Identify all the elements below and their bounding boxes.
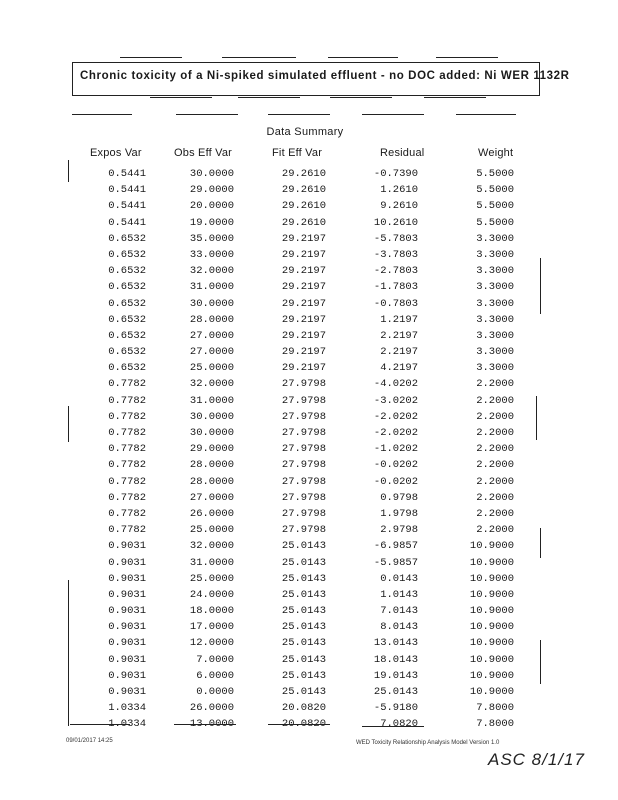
expos-var-cell: 0.9031 <box>108 653 146 666</box>
table-row <box>0 684 618 700</box>
weight-cell: 3.3000 <box>476 265 514 278</box>
weight-cell: 2.2000 <box>476 394 514 407</box>
handwritten-initials: ASC 8/1/17 <box>488 750 585 769</box>
residual-cell: -2.0202 <box>373 427 418 439</box>
residual-cell: 25.0143 <box>373 686 418 698</box>
expos-var-cell: 0.6532 <box>108 313 146 326</box>
obs-eff-var-cell: 30.0000 <box>189 427 234 439</box>
table-row <box>0 393 618 409</box>
table-row <box>0 376 618 392</box>
fit-eff-var-cell: 27.9798 <box>281 507 326 520</box>
table-row <box>0 328 618 344</box>
expos-var-cell: 0.7782 <box>108 394 146 407</box>
weight-cell: 10.9000 <box>469 556 514 569</box>
obs-eff-var-cell: 32.0000 <box>189 378 234 391</box>
expos-var-cell: 0.9031 <box>108 686 146 698</box>
expos-var-cell: 0.6532 <box>108 362 146 375</box>
fit-eff-var-cell: 25.0143 <box>281 621 326 634</box>
expos-var-cell: 0.7782 <box>108 378 146 391</box>
table-row <box>0 506 618 522</box>
obs-eff-var-cell: 31.0000 <box>189 281 234 294</box>
expos-var-cell: 0.9031 <box>108 669 146 682</box>
obs-eff-var-cell: 17.0000 <box>189 621 234 634</box>
expos-var-cell: 0.9031 <box>108 605 146 618</box>
weight-cell: 3.3000 <box>476 313 514 326</box>
expos-var-cell: 0.7782 <box>108 491 146 504</box>
under-title-rule <box>424 97 486 98</box>
obs-eff-var-cell: 12.0000 <box>189 637 234 650</box>
top-rule <box>120 57 182 58</box>
expos-var-cell: 0.6532 <box>108 329 146 342</box>
table-row <box>0 457 618 473</box>
table-row <box>0 425 618 441</box>
under-title-rule <box>238 97 300 98</box>
header-rule <box>362 114 424 115</box>
fit-eff-var-cell: 29.2610 <box>281 200 326 213</box>
table-row <box>0 555 618 571</box>
residual-cell: 7.0143 <box>380 605 418 618</box>
table-row <box>0 198 618 214</box>
weight-cell: 10.9000 <box>469 540 514 553</box>
weight-cell: 2.2000 <box>476 443 514 456</box>
expos-var-cell: 0.7782 <box>108 475 146 488</box>
table-row <box>0 490 618 506</box>
table-row <box>0 279 618 295</box>
obs-eff-var-cell: 19.0000 <box>189 216 234 229</box>
residual-cell: -5.9857 <box>373 556 418 569</box>
top-rule <box>436 57 498 58</box>
fit-eff-var-cell: 20.0820 <box>281 718 326 731</box>
table-row <box>0 700 618 716</box>
residual-cell: 1.9798 <box>380 507 418 520</box>
weight-cell: 5.5000 <box>476 184 514 197</box>
obs-eff-var-cell: 26.0000 <box>189 507 234 520</box>
residual-cell: 4.2197 <box>380 362 418 375</box>
fit-eff-var-cell: 29.2197 <box>281 346 326 359</box>
expos-var-cell: 0.9031 <box>108 588 146 601</box>
residual-cell: -5.7803 <box>373 232 418 245</box>
weight-cell: 7.8000 <box>476 718 514 731</box>
fit-eff-var-cell: 29.2610 <box>281 168 326 180</box>
expos-var-cell: 0.7782 <box>108 459 146 472</box>
residual-cell: -0.0202 <box>373 475 418 488</box>
weight-cell: 10.9000 <box>469 588 514 601</box>
expos-var-cell: 0.9031 <box>108 637 146 650</box>
weight-cell: 2.2000 <box>476 491 514 504</box>
residual-cell: -0.7803 <box>373 297 418 310</box>
table-row <box>0 668 618 684</box>
fit-eff-var-cell: 29.2197 <box>281 265 326 278</box>
column-header-fit-eff-var: Fit Eff Var <box>272 147 323 159</box>
obs-eff-var-cell: 30.0000 <box>189 168 234 180</box>
weight-cell: 2.2000 <box>476 524 514 537</box>
obs-eff-var-cell: 31.0000 <box>189 556 234 569</box>
bottom-rule <box>174 724 236 725</box>
weight-cell: 10.9000 <box>469 572 514 585</box>
table-row <box>0 441 618 457</box>
bottom-rule <box>362 726 424 727</box>
table-row <box>0 619 618 635</box>
weight-cell: 2.2000 <box>476 507 514 520</box>
fit-eff-var-cell: 25.0143 <box>281 605 326 618</box>
table-row <box>0 296 618 312</box>
expos-var-cell: 0.7782 <box>108 427 146 439</box>
obs-eff-var-cell: 28.0000 <box>189 313 234 326</box>
obs-eff-var-cell: 25.0000 <box>189 362 234 375</box>
header-rule <box>176 114 238 115</box>
residual-cell: -4.0202 <box>373 378 418 391</box>
weight-cell: 5.5000 <box>476 200 514 213</box>
residual-cell: -1.7803 <box>373 281 418 294</box>
table-row <box>0 538 618 554</box>
fit-eff-var-cell: 29.2197 <box>281 232 326 245</box>
weight-cell: 3.3000 <box>476 362 514 375</box>
fit-eff-var-cell: 29.2197 <box>281 313 326 326</box>
expos-var-cell: 0.5441 <box>108 168 146 180</box>
obs-eff-var-cell: 20.0000 <box>189 200 234 213</box>
obs-eff-var-cell: 18.0000 <box>189 605 234 618</box>
residual-cell: 18.0143 <box>373 653 418 666</box>
table-row <box>0 522 618 538</box>
residual-cell: 19.0143 <box>373 669 418 682</box>
obs-eff-var-cell: 27.0000 <box>189 346 234 359</box>
fit-eff-var-cell: 29.2610 <box>281 216 326 229</box>
report-title: Chronic toxicity of a Ni-spiked simulated effluent - no DOC added: Ni WER 1132R <box>80 70 570 82</box>
expos-var-cell: 0.9031 <box>108 556 146 569</box>
expos-var-cell: 0.5441 <box>108 216 146 229</box>
table-row <box>0 652 618 668</box>
residual-cell: 8.0143 <box>380 621 418 634</box>
obs-eff-var-cell: 28.0000 <box>189 459 234 472</box>
weight-cell: 2.2000 <box>476 459 514 472</box>
obs-eff-var-cell: 26.0000 <box>189 702 234 715</box>
residual-cell: 13.0143 <box>373 637 418 650</box>
fit-eff-var-cell: 27.9798 <box>281 394 326 407</box>
fit-eff-var-cell: 25.0143 <box>281 669 326 682</box>
weight-cell: 10.9000 <box>469 653 514 666</box>
table-row <box>0 166 618 182</box>
residual-cell: 9.2610 <box>380 200 418 213</box>
header-rule <box>456 114 516 115</box>
weight-cell: 7.8000 <box>476 702 514 715</box>
table-row <box>0 360 618 376</box>
under-title-rule <box>330 97 392 98</box>
top-rule <box>328 57 398 58</box>
weight-cell: 2.2000 <box>476 427 514 439</box>
weight-cell: 2.2000 <box>476 410 514 423</box>
top-rule <box>222 57 296 58</box>
fit-eff-var-cell: 25.0143 <box>281 556 326 569</box>
fit-eff-var-cell: 27.9798 <box>281 443 326 456</box>
header-rule <box>268 114 330 115</box>
fit-eff-var-cell: 27.9798 <box>281 459 326 472</box>
weight-cell: 10.9000 <box>469 621 514 634</box>
table-row <box>0 635 618 651</box>
fit-eff-var-cell: 27.9798 <box>281 410 326 423</box>
fit-eff-var-cell: 27.9798 <box>281 427 326 439</box>
fit-eff-var-cell: 29.2197 <box>281 281 326 294</box>
under-title-rule <box>150 97 212 98</box>
weight-cell: 2.2000 <box>476 475 514 488</box>
residual-cell: -2.7803 <box>373 265 418 278</box>
table-row <box>0 312 618 328</box>
expos-var-cell: 0.6532 <box>108 265 146 278</box>
weight-cell: 10.9000 <box>469 605 514 618</box>
footer-software: WED Toxicity Relationship Analysis Model Version 1.0 <box>356 740 500 746</box>
obs-eff-var-cell: 32.0000 <box>189 265 234 278</box>
table-row <box>0 247 618 263</box>
residual-cell: 0.9798 <box>380 491 418 504</box>
column-header-weight: Weight <box>478 147 514 159</box>
expos-var-cell: 0.6532 <box>108 232 146 245</box>
fit-eff-var-cell: 29.2197 <box>281 362 326 375</box>
section-title: Data Summary <box>266 126 344 138</box>
column-header-obs-eff-var: Obs Eff Var <box>174 147 233 159</box>
fit-eff-var-cell: 27.9798 <box>281 475 326 488</box>
expos-var-cell: 0.6532 <box>108 297 146 310</box>
expos-var-cell: 0.5441 <box>108 184 146 197</box>
table-row <box>0 409 618 425</box>
residual-cell: 2.2197 <box>380 346 418 359</box>
fit-eff-var-cell: 25.0143 <box>281 588 326 601</box>
residual-cell: -3.0202 <box>373 394 418 407</box>
expos-var-cell: 1.0334 <box>108 718 146 731</box>
fit-eff-var-cell: 27.9798 <box>281 491 326 504</box>
obs-eff-var-cell: 7.0000 <box>196 653 234 666</box>
residual-cell: -2.0202 <box>373 410 418 423</box>
residual-cell: 2.9798 <box>380 524 418 537</box>
table-row <box>0 215 618 231</box>
obs-eff-var-cell: 35.0000 <box>189 232 234 245</box>
weight-cell: 3.3000 <box>476 346 514 359</box>
residual-cell: -1.0202 <box>373 443 418 456</box>
expos-var-cell: 0.6532 <box>108 281 146 294</box>
residual-cell: -6.9857 <box>373 540 418 553</box>
fit-eff-var-cell: 29.2197 <box>281 297 326 310</box>
obs-eff-var-cell: 29.0000 <box>189 184 234 197</box>
expos-var-cell: 0.9031 <box>108 621 146 634</box>
residual-cell: -5.9180 <box>373 702 418 715</box>
table-row <box>0 344 618 360</box>
residual-cell: 1.0143 <box>380 588 418 601</box>
expos-var-cell: 0.7782 <box>108 524 146 537</box>
bottom-rule <box>268 724 330 725</box>
fit-eff-var-cell: 25.0143 <box>281 686 326 698</box>
obs-eff-var-cell: 25.0000 <box>189 524 234 537</box>
obs-eff-var-cell: 33.0000 <box>189 248 234 261</box>
fit-eff-var-cell: 27.9798 <box>281 378 326 391</box>
fit-eff-var-cell: 25.0143 <box>281 653 326 666</box>
footer-timestamp: 09/01/2017 14:25 <box>66 738 113 744</box>
column-header-expos-var: Expos Var <box>90 147 142 159</box>
obs-eff-var-cell: 30.0000 <box>189 410 234 423</box>
residual-cell: 1.2610 <box>380 184 418 197</box>
weight-cell: 2.2000 <box>476 378 514 391</box>
residual-cell: -3.7803 <box>373 248 418 261</box>
weight-cell: 5.5000 <box>476 216 514 229</box>
obs-eff-var-cell: 6.0000 <box>196 669 234 682</box>
residual-cell: 7.0820 <box>380 718 418 731</box>
weight-cell: 10.9000 <box>469 637 514 650</box>
header-rule <box>72 114 132 115</box>
obs-eff-var-cell: 31.0000 <box>189 394 234 407</box>
weight-cell: 10.9000 <box>469 669 514 682</box>
residual-cell: 1.2197 <box>380 313 418 326</box>
expos-var-cell: 0.5441 <box>108 200 146 213</box>
weight-cell: 3.3000 <box>476 248 514 261</box>
fit-eff-var-cell: 25.0143 <box>281 540 326 553</box>
obs-eff-var-cell: 27.0000 <box>189 329 234 342</box>
obs-eff-var-cell: 32.0000 <box>189 540 234 553</box>
obs-eff-var-cell: 30.0000 <box>189 297 234 310</box>
expos-var-cell: 0.7782 <box>108 443 146 456</box>
obs-eff-var-cell: 0.0000 <box>196 686 234 698</box>
table-row <box>0 474 618 490</box>
expos-var-cell: 1.0334 <box>108 702 146 715</box>
data-table <box>0 166 618 733</box>
fit-eff-var-cell: 29.2197 <box>281 329 326 342</box>
fit-eff-var-cell: 20.0820 <box>281 702 326 715</box>
residual-cell: 10.2610 <box>373 216 418 229</box>
fit-eff-var-cell: 29.2197 <box>281 248 326 261</box>
obs-eff-var-cell: 25.0000 <box>189 572 234 585</box>
weight-cell: 10.9000 <box>469 686 514 698</box>
weight-cell: 5.5000 <box>476 168 514 180</box>
obs-eff-var-cell: 28.0000 <box>189 475 234 488</box>
bottom-rule <box>70 724 130 725</box>
table-row <box>0 587 618 603</box>
expos-var-cell: 0.9031 <box>108 540 146 553</box>
table-row <box>0 571 618 587</box>
expos-var-cell: 0.7782 <box>108 507 146 520</box>
fit-eff-var-cell: 25.0143 <box>281 572 326 585</box>
obs-eff-var-cell: 27.0000 <box>189 491 234 504</box>
weight-cell: 3.3000 <box>476 297 514 310</box>
obs-eff-var-cell: 24.0000 <box>189 588 234 601</box>
fit-eff-var-cell: 29.2610 <box>281 184 326 197</box>
obs-eff-var-cell: 13.0000 <box>189 718 234 731</box>
residual-cell: 2.2197 <box>380 329 418 342</box>
expos-var-cell: 0.6532 <box>108 346 146 359</box>
table-row <box>0 231 618 247</box>
expos-var-cell: 0.6532 <box>108 248 146 261</box>
fit-eff-var-cell: 25.0143 <box>281 637 326 650</box>
weight-cell: 3.3000 <box>476 232 514 245</box>
expos-var-cell: 0.9031 <box>108 572 146 585</box>
weight-cell: 3.3000 <box>476 329 514 342</box>
weight-cell: 3.3000 <box>476 281 514 294</box>
expos-var-cell: 0.7782 <box>108 410 146 423</box>
fit-eff-var-cell: 27.9798 <box>281 524 326 537</box>
residual-cell: 0.0143 <box>380 572 418 585</box>
obs-eff-var-cell: 29.0000 <box>189 443 234 456</box>
table-row <box>0 603 618 619</box>
table-row <box>0 182 618 198</box>
column-header-residual: Residual <box>380 147 425 159</box>
residual-cell: -0.0202 <box>373 459 418 472</box>
residual-cell: -0.7390 <box>373 168 418 180</box>
table-row <box>0 263 618 279</box>
